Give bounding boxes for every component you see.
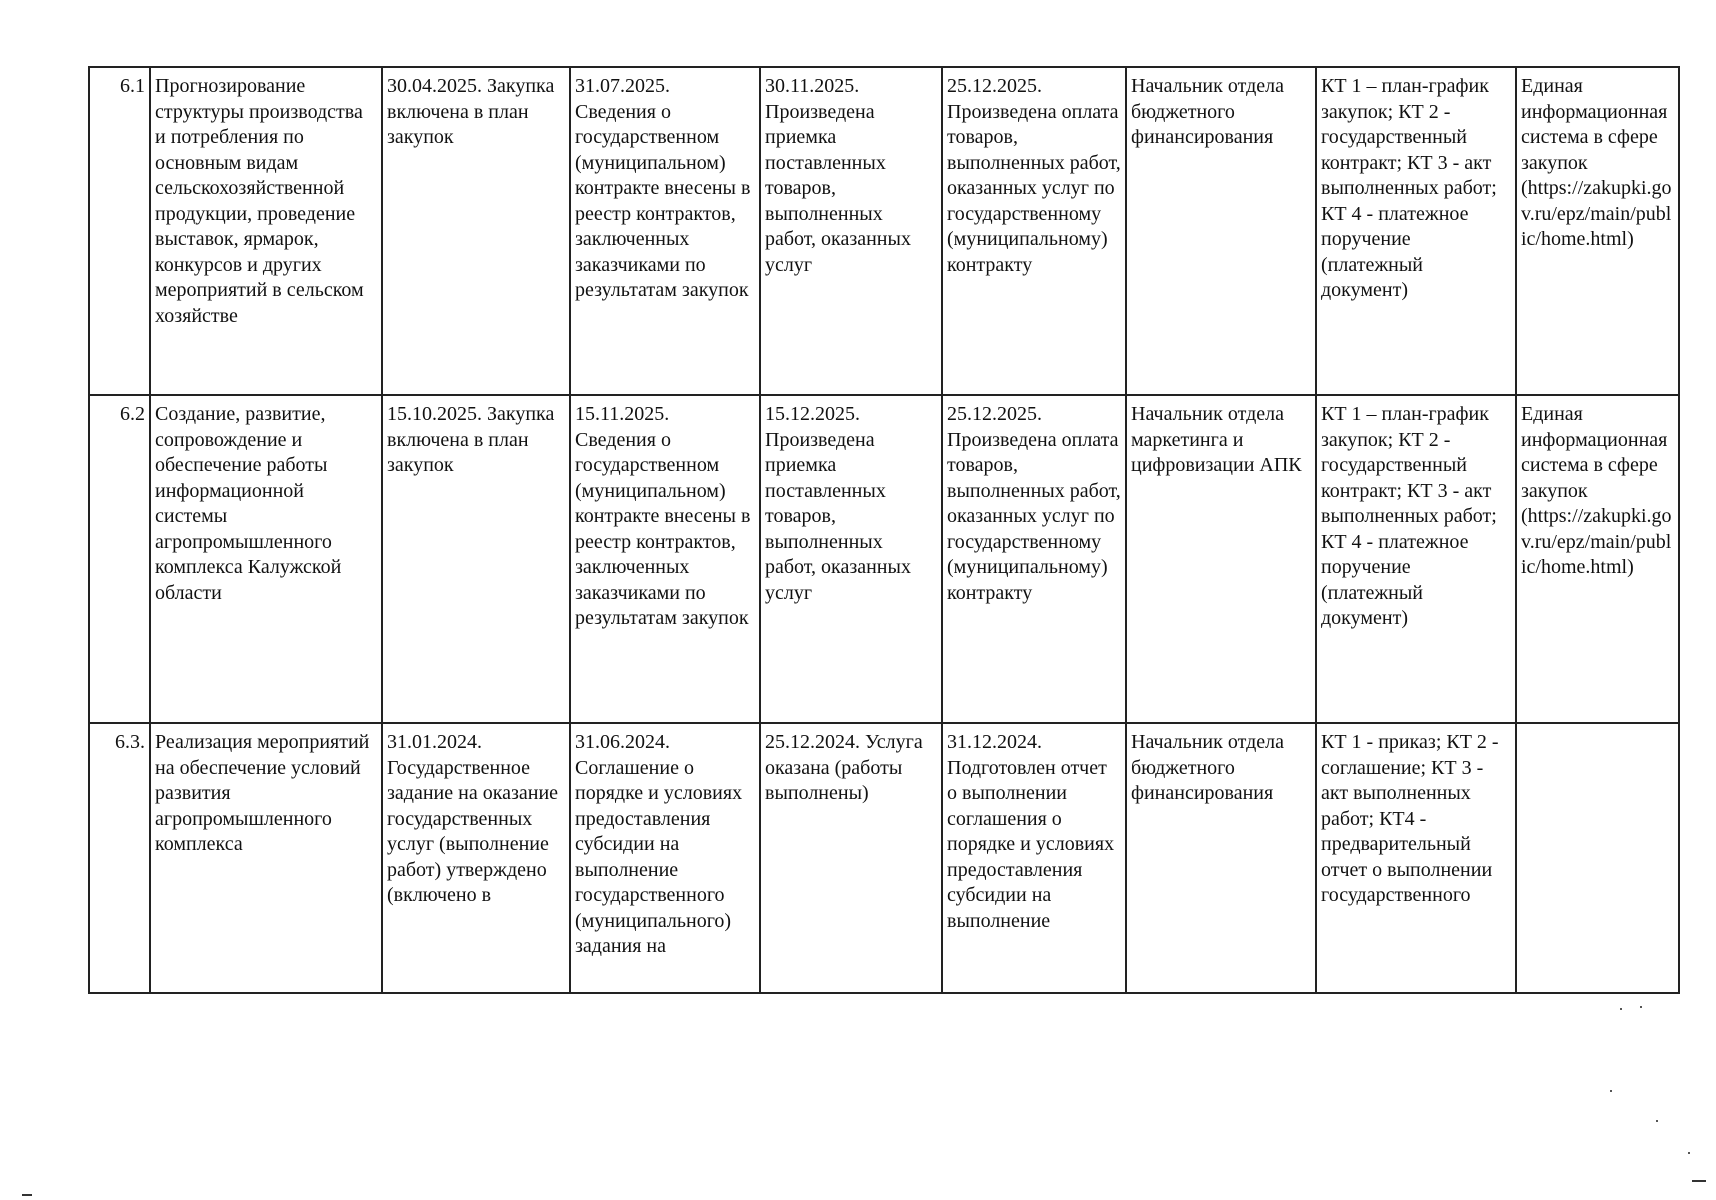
information-system: Единая информационная система в сфере закупок (https://zakupki.gov.ru/epz/main/public/home.html) bbox=[1516, 395, 1679, 723]
activity-name: Реализация мероприятий на обеспечение условий развития агропромышленного комплекса bbox=[150, 723, 382, 993]
activity-table bbox=[88, 66, 1680, 994]
responsible-person: Начальник отдела бюджетного финансирования bbox=[1126, 723, 1316, 993]
control-point-4: 31.12.2024. Подготовлен отчет о выполнении соглашения о порядке и условиях предоставления субсидии на выполнение bbox=[942, 723, 1126, 993]
table-row bbox=[89, 723, 1679, 993]
row-number: 6.2 bbox=[89, 395, 150, 723]
activity-name: Прогнозирование структуры производства и потребления по основным видам сельскохозяйственной продукции, проведение выставок, ярмарок, конкурсов и других мероприятий в сельском хозяйстве bbox=[150, 67, 382, 395]
confirming-documents: КТ 1 - приказ; КТ 2 - соглашение; КТ 3 - акт выполненных работ; КТ4 - предварительный отчет о выполнении государственного bbox=[1316, 723, 1516, 993]
control-point-1: 30.04.2025. Закупка включена в план закупок bbox=[382, 67, 570, 395]
scan-artifact bbox=[1640, 1006, 1642, 1008]
confirming-documents: КТ 1 – план-график закупок; КТ 2 - государственный контракт; КТ 3 - акт выполненных работ; КТ 4 - платежное поручение (платежный документ) bbox=[1316, 67, 1516, 395]
row-number: 6.1 bbox=[89, 67, 150, 395]
scan-artifact bbox=[1688, 1152, 1690, 1154]
confirming-documents: КТ 1 – план-график закупок; КТ 2 - государственный контракт; КТ 3 - акт выполненных работ; КТ 4 - платежное поручение (платежный документ) bbox=[1316, 395, 1516, 723]
control-point-4: 25.12.2025. Произведена оплата товаров, выполненных работ, оказанных услуг по государственному (муниципальному) контракту bbox=[942, 67, 1126, 395]
control-point-3: 25.12.2024. Услуга оказана (работы выполнены) bbox=[760, 723, 942, 993]
scan-artifact bbox=[1610, 1090, 1612, 1092]
control-point-4: 25.12.2025. Произведена оплата товаров, выполненных работ, оказанных услуг по государственному (муниципальному) контракту bbox=[942, 395, 1126, 723]
responsible-person: Начальник отдела маркетинга и цифровизации АПК bbox=[1126, 395, 1316, 723]
control-point-2: 15.11.2025. Сведения о государственном (муниципальном) контракте внесены в реестр контрактов, заключенных заказчиками по результатам закупок bbox=[570, 395, 760, 723]
control-point-3: 30.11.2025. Произведена приемка поставленных товаров, выполненных работ, оказанных услуг bbox=[760, 67, 942, 395]
row-number: 6.3. bbox=[89, 723, 150, 993]
activity-name: Создание, развитие, сопровождение и обеспечение работы информационной системы агропромышленного комплекса Калужской области bbox=[150, 395, 382, 723]
responsible-person: Начальник отдела бюджетного финансирования bbox=[1126, 67, 1316, 395]
scan-artifact bbox=[22, 1194, 32, 1196]
scan-artifact bbox=[1692, 1180, 1706, 1182]
table-row bbox=[89, 395, 1679, 723]
control-point-2: 31.06.2024. Соглашение о порядке и условиях предоставления субсидии на выполнение государственного (муниципального) задания на bbox=[570, 723, 760, 993]
information-system bbox=[1516, 723, 1679, 993]
control-point-1: 15.10.2025. Закупка включена в план закупок bbox=[382, 395, 570, 723]
control-point-1: 31.01.2024. Государственное задание на оказание государственных услуг (выполнение работ) утверждено (включено в bbox=[382, 723, 570, 993]
scan-artifact bbox=[1656, 1120, 1658, 1122]
table-row bbox=[89, 67, 1679, 395]
information-system: Единая информационная система в сфере закупок (https://zakupki.gov.ru/epz/main/public/home.html) bbox=[1516, 67, 1679, 395]
control-point-3: 15.12.2025. Произведена приемка поставленных товаров, выполненных работ, оказанных услуг bbox=[760, 395, 942, 723]
control-point-2: 31.07.2025. Сведения о государственном (муниципальном) контракте внесены в реестр контрактов, заключенных заказчиками по результатам закупок bbox=[570, 67, 760, 395]
scan-artifact bbox=[1620, 1008, 1622, 1010]
